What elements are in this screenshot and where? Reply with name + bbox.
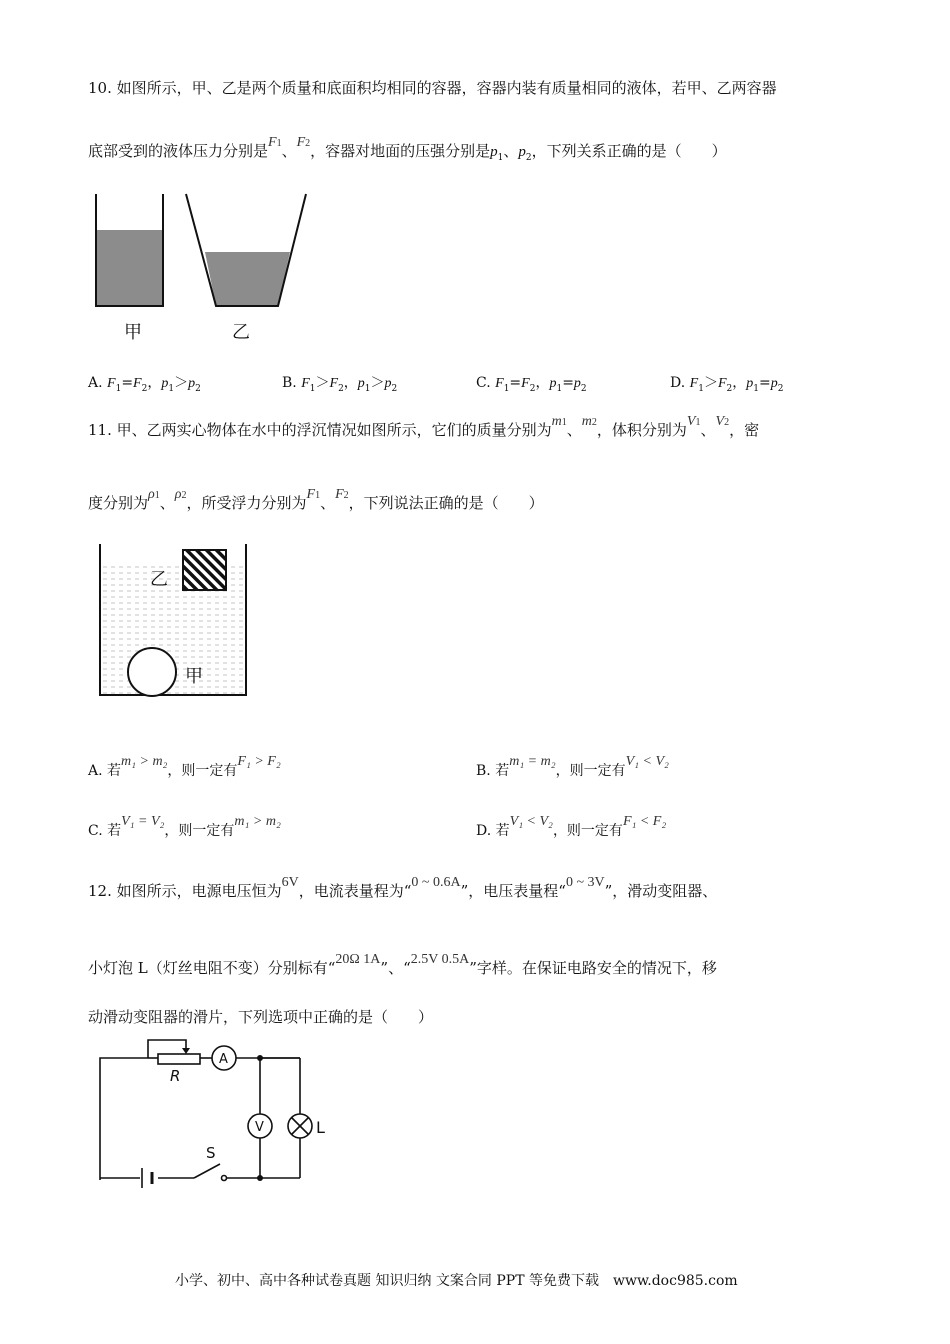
q12-label-R: R bbox=[170, 1067, 181, 1085]
q11-block-yi bbox=[183, 550, 226, 590]
q11-label-yi: 乙 bbox=[150, 569, 168, 590]
q10-line2-b: ，容器对地面的压强分别是 bbox=[310, 142, 491, 160]
q10-option-d[interactable]: D. $F_1>F_2$，$p_1=p_2$ bbox=[670, 375, 784, 394]
q12-label-V: V bbox=[255, 1120, 264, 1135]
q12-circuit-diagram bbox=[90, 1030, 350, 1200]
q11-ball-jia bbox=[128, 648, 176, 696]
q11-option-b[interactable]: B. 若m₁ = m₂，则一定有V₁ < V₂ bbox=[476, 754, 669, 779]
q11-line2: 度分别为ρ1、ρ2，所受浮力分别为F1、F2，下列说法正确的是（ ） bbox=[88, 487, 544, 512]
q12-switch bbox=[194, 1164, 220, 1178]
q10-option-c[interactable]: C. $F_1=F_2$，$p_1=p_2$ bbox=[476, 375, 587, 394]
q12-line1: 12. 如图所示，电源电压恒为6V，电流表量程为“0 ~ 0.6A”，电压表量程“0 ~ 3V”，滑动变阻器、 bbox=[88, 875, 718, 900]
q12-label-A: A bbox=[219, 1052, 228, 1067]
q10-line1: 10. 如图所示，甲、乙是两个质量和底面积均相同的容器，容器内装有质量相同的液体，若甲、乙两容器 bbox=[88, 79, 777, 97]
q10-label-yi: 乙 bbox=[232, 322, 250, 343]
q10-line2: 底部受到的液体压力分别是F1、F2，容器对地面的压强分别是$p_1$、$p_2$，下列关系正确的是（ ） bbox=[88, 135, 727, 163]
q12-ammeter-range: 0 ~ 0.6A bbox=[411, 875, 461, 890]
q11-option-d[interactable]: D. 若V₁ < V₂，则一定有F₁ < F₂ bbox=[476, 814, 667, 839]
q10-figure-containers bbox=[88, 188, 318, 348]
q11-option-a[interactable]: A. 若m₁ > m₂，则一定有F₁ > F₂ bbox=[88, 754, 281, 779]
q10-label-jia: 甲 bbox=[124, 322, 142, 343]
q12-label-L: L bbox=[316, 1118, 325, 1137]
q11-figure-water-tank bbox=[95, 540, 255, 705]
q11-label-jia: 甲 bbox=[185, 666, 203, 687]
q12-line3: 动滑动变阻器的滑片，下列选项中正确的是（ ） bbox=[88, 1008, 434, 1026]
q12-slider-arrow-icon bbox=[182, 1048, 190, 1054]
page-footer: 小学、初中、高中各种试卷真题 知识归纳 文案合同 PPT 等免费下载 www.doc985.com bbox=[175, 1273, 738, 1289]
q10-line2-c: ，下列关系正确的是（ ） bbox=[531, 142, 727, 160]
q10-line2-a: 底部受到的液体压力分别是 bbox=[88, 142, 269, 160]
q12-label-S: S bbox=[206, 1144, 216, 1162]
q10-option-b[interactable]: B. $F_1>F_2$，$p_1>p_2$ bbox=[282, 375, 398, 394]
q11-option-c[interactable]: C. 若V₁ = V₂，则一定有m₁ > m₂ bbox=[88, 814, 281, 839]
q10-yi-liquid bbox=[205, 252, 290, 306]
q10-jia-liquid bbox=[96, 230, 163, 306]
q12-voltage: 6V bbox=[281, 875, 299, 890]
q10-F2-symbol: F2 bbox=[296, 135, 311, 150]
q10-F1-symbol: F1 bbox=[268, 135, 282, 150]
q12-voltmeter-range: 0 ~ 3V bbox=[565, 875, 605, 890]
q12-line2: 小灯泡 L（灯丝电阻不变）分别标有“20Ω 1A”、“2.5V 0.5A”字样。在保证电路安全的情况下，移 bbox=[88, 952, 717, 977]
q11-line1: 11. 甲、乙两实心物体在水中的浮沉情况如图所示，它们的质量分别为m1、m2，体积分别为V1、V2，密 bbox=[88, 414, 760, 439]
q10-option-a[interactable]: A. $F_1=F_2$，$p_1>p_2$ bbox=[88, 375, 201, 394]
q12-rheostat bbox=[158, 1054, 200, 1064]
q12-lamp-spec: 2.5V 0.5A bbox=[410, 952, 470, 967]
q12-rheostat-spec: 20Ω 1A bbox=[335, 952, 381, 967]
